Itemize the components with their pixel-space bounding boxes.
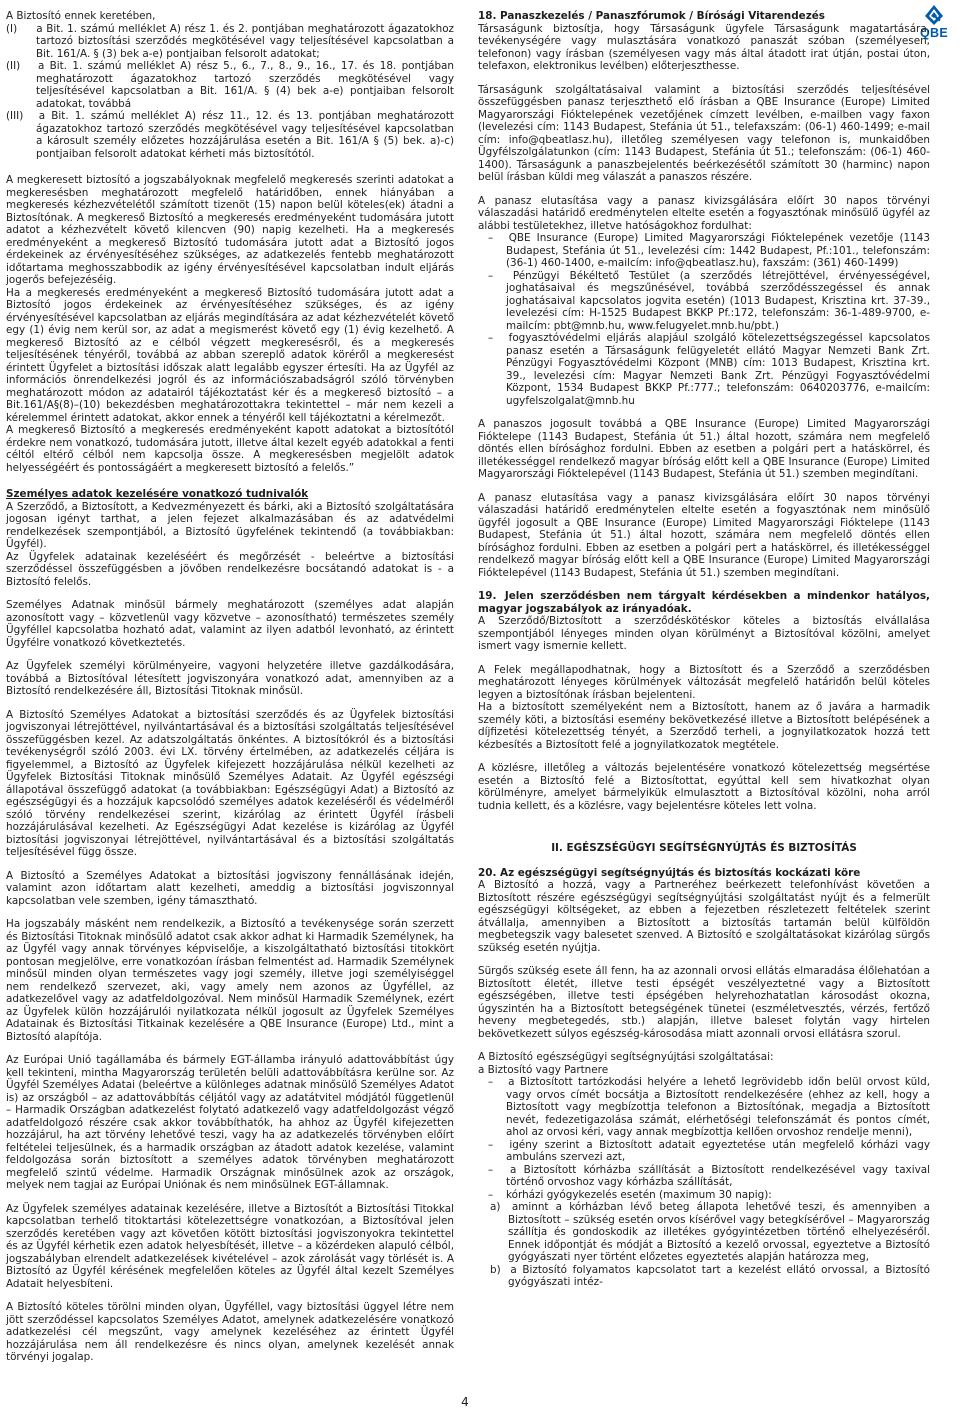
list-item: – a Biztosított tartózkodási helyére a lehető legrövidebb időn belül orvost küld, vagy orvos címét bocsátja a Biztosított rendelkezésére (ehhez az kell, hogy a Biztosított vagy megbízottja telefonon a Biztosítónak, megadja a Biztosított nevét, fedezetigazolása számát, elérhetőségi telefonszámát és pontos címét, ahol az orvosi kéri, vagy annak megbízottja kellően orvoshoz rendelje menni),: [488, 1076, 934, 1138]
paragraph: A Biztosító ennek keretében,: [6, 10, 156, 22]
paragraph: A Biztosító a Személyes Adatokat a biztosítási jogviszony fennállásának idején, valamint azon időtartam alatt kezelheti, ameddig a biztosítási jogviszonnyal kapcsolatban vele szemben, igény támasztható.: [6, 869, 454, 907]
page-number: 4: [461, 1395, 469, 1409]
paragraph: A panasz elutasítása vagy a panasz kivizsgálására előírt 30 napos törvényi válaszadási határidő eredménytelen eltelte esetén a fogyasztónak minősülő ügyfél az alábbi testületekhez, illetve hatóságokhoz fordulhat:: [478, 194, 930, 232]
section-heading: 19. Jelen szerződésben nem tárgyalt kérdésekben a mindenkor hatályos, magyar jogszabályok az irányadóak.: [478, 590, 934, 615]
paragraph: A Biztosító egészségügyi segítségnyújtási szolgáltatásai:: [478, 1051, 774, 1063]
list-item: – fogyasztóvédelmi eljárás alapjául szolgáló kötelezettségszegéssel kapcsolatos panasz esetén a Társaságunk felügyeletét ellátó Magyar Nemzeti Bank Zrt. Pénzügyi Fogyasztóvédelmi Központ (MNB) cím: 1013 Budapest, Krisztina krt. 39., levelezési cím: Magyar Nemzeti Bank Zrt. Pénzügyi Fogyasztóvédelmi Központ, 1534 Budapest BKKP Pf.:777.; telefonszám: 0640203776, e-mailcím: ugyfelszolgalat@mnb.hu: [488, 332, 934, 407]
paragraph: A megkeresett biztosító a jogszabályoknak megfelelő megkeresés szerinti adatokat a megkeresésben meghatározott megfelelő határidőben, ennek hiányában a megkeresés kézhezvételétől számított tizenöt (15) napon belül köteles(ek) átadni a Biztosítónak. A megkereső Biztosító a megkeresés eredményeként tudomására jutott adatot a kézhezvételt követő kilencven (90) napig kezelheti. Ha a megkeresés eredményeként a megkereső Biztosító tudomására jutott adat a Biztosító jogos érdekeinek az érvényesítéséhez szükséges, az adatkezelés fentebb meghatározott időtartama meghosszabbodik az igény érvényesítésével kapcsolatban indult eljárás jogerős befejezéséig.: [6, 174, 454, 286]
section-heading: 18. Panaszkezelés / Panaszfórumok / Bírósági Vitarendezés: [478, 10, 825, 22]
paragraph: Társaságunk szolgáltatásaival valamint a biztosítási szerződés teljesítésével összefüggésben panasz terjeszthető elő írásban a QBE Insurance (Europe) Limited Magyarországi Fióktelepének vezetőjének címzett levélben, e-mailben vagy faxon (levelezési cím: 1143 Budapest, Stefánia út 51., telefaxszám: (06-1) 460-1499; e-mail cím: info@qbeatlasz.hu), illetőleg személyesen vagy telefonon is, munkaidőben Ügyfélszolgálatunkon (cím: 1143 Budapest, Stefánia út 51.; telefonszám: (06-1) 460-1400). Társaságunk a panaszbejelentés beérkezésétől számított 30 (harminc) napon belül írásban küldi meg válaszát a panaszos részére.: [478, 83, 930, 183]
paragraph: Az Ügyfelek személyes adatainak kezelésére, illetve a Biztosítót a Biztosítási Titokkal kapcsolatban terhelő titoktartási kötelezettségre vonatkozóan, a Biztosítóval jelen szerződés keretében vagy azt követően kötött biztosítási jogviszonyokra tekintettel és az Ügyfél kérhetik ezen adatok helyesbítését, illetve – a közérdeken alapuló célból, jogszabályban elrendelt adatkezelések kivételével – azok zárolását vagy törlését is. A Biztosító az Ügyfél kérésének megfelelően köteles az Ügyfél által kezelt Személyes Adatait helyesbíteni.: [6, 1202, 454, 1290]
paragraph: A közlésre, illetőleg a változás bejelentésére vonatkozó kötelezettség megsértése esetén a Biztosító felé a Biztosítottat, egyúttal kell sem hivatkozhat olyan körülményre, amelyet bármelyikük elmulasztott a Biztosítóval közölni, noha arról tudnia kellett, és a közlésre, vagy bejelentésre köteles lett volna.: [478, 762, 930, 812]
paragraph: Az Ügyfelek személyi körülményeire, vagyoni helyzetére illetve gazdálkodására, továbbá a Biztosítóval létesített jogviszonyára vonatkozó adat, amennyiben az a Biztosító rendelkezésére áll, Biztosítási Titoknak minősül.: [6, 660, 454, 697]
paragraph: Személyes Adatnak minősül bármely meghatározott (személyes adat alapján azonosított vagy – közvetlenül vagy közvetve – azonosítható) természetes személy Ügyféllel kapcsolatba hozható adat, valamint az ilyen adatból levonható, az érintett Ügyfélre vonatkozó következtetés.: [6, 599, 454, 649]
paragraph: Az Európai Unió tagállamába és bármely EGT-államba irányuló adattovábbítást úgy kell tekinteni, mintha Magyarország területén belüli adattovábbításra kerülne sor. Az Ügyfél Személyes Adatai (beleértve a különleges adatnak minősülő Személyes Adatot is) az országból – az adattovábbítás céljától vagy az adatátvitel módjától függetlenül – Harmadik Országban adatkezelést folytató adatkezelő vagy adatfeldolgozást végző adatfeldolgozó részére csak akkor továbbíthatók, ha ahhoz az Ügyfél kifejezetten hozzájárul, ha azt törvény lehetővé teszi, vagy ha az adatkezelés törvényben előírt feltételei teljesülnek, és a harmadik országban az átadott adatok kezelése, valamint feldolgozása során biztosított a személyes adatok törvényben meghatározott megfelelő szintű védelme. Harmadik Országnak minősülnek azok az országok, melyek nem tagjai az Európai Uniónak és nem minősülnek EGT-államnak.: [6, 1054, 454, 1191]
paragraph: A Biztosító Személyes Adatokat a biztosítási szerződés és az Ügyfelek biztosítási jogviszonyai létrejöttével, nyilvántartásával és a biztosítási szolgáltatás teljesítésével összefüggésben kezel. Az adatszolgáltatás önkéntes. A biztosítókról és a biztosítási tevékenységről szóló 2003. évi LX. törvény értelmében, az adatkezelés céljára is figyelemmel, a Biztosító az Ügyfelek kifejezett hozzájárulása nélkül kezelheti az Ügyfelek Biztosítási Titoknak minősülő Személyes Adatait. Az Ügyfél egészségi állapotával összefüggő adatokat (a továbbiakban: Egészségügyi Adat) a Biztosító az egészségügyi és a hozzájuk kapcsolódó személyes adatok kezeléséről és védelméről szóló törvény rendelkezései szerint, kizárólag az érintett Ügyfél írásbeli hozzájárulásával kezelheti. Az Egészségügyi Adat kezelése is kizárólag az Ügyfél biztosítási jogviszonyai létrejöttével, nyilvántartásával és a biztosítási szolgáltatás teljesítésével függ össze.: [6, 708, 454, 858]
paragraph: Ha jogszabály másként nem rendelkezik, a Biztosító a tevékenysége során szerzett és Biztosítási Titoknak minősülő adatot csak akkor adhat ki Harmadik Személynek, ha az Ügyfél vagy annak törvényes képviselője, a kiszolgáltatható biztosítási titokkört pontosan megjelölve, erre vonatkozóan írásban felmentést ad. Harmadik Személynek minősül minden olyan természetes vagy jogi személy, illetve jogi személyiséggel nem rendelkező szervezet, aki, vagy amely nem azonos az Ügyféllel, az adatkezelővel vagy az adatfeldolgozóval. Nem minősül Harmadik Személynek, ezért az Ügyfelek külön hozzájárulói nyilatkozata nélkül jogosult az Ügyfelek Személyes Adatainak és Biztosítási Titkainak kezelésére a QBE Insurance (Europe) Ltd., mint a Biztosító alapítója.: [6, 918, 454, 1043]
paragraph: Az Ügyfelek adatainak kezeléséért és megőrzését - beleértve a biztosítási szerződéssel összefüggésben a jövőben rendelkezésre bocsátandó adatokat is - a Biztosító felelős.: [6, 550, 454, 588]
paragraph: A panaszos jogosult továbbá a QBE Insurance (Europe) Limited Magyarországi Fióktelepe (1143 Budapest, Stefánia út 51.) által hozott, számára nem megfelelő döntés ellen bírósághoz fordulni. Ebben az esetben a polgári pert a hatáskörrel, és illetékességgel rendelkező magyar bíróság előtt kell a QBE Insurance (Europe) Limited Magyarországi Fióktelepével (1143 Budapest, Stefánia út 51.) szemben megindítani.: [478, 418, 930, 480]
paragraph: a Biztosító vagy Partnere: [478, 1063, 609, 1076]
paragraph: A panasz elutasítása vagy a panasz kivizsgálására előírt 30 napos törvényi válaszadási határidő eredménytelen eltelte esetén a fogyasztónak nem minősülő ügyfél jogosult a QBE Insurance (Europe) Limited Magyarországi Fióktelepe (1143 Budapest, Stefánia út 51.) által hozott, számára nem megfelelő döntés ellen bírósághoz fordulni. Ebben az esetben a polgári pert a hatáskörrel, és illetékességgel rendelkező magyar bíróság előtt kell a QBE Insurance (Europe) Limited Magyarországi Fióktelepével (1143 Budapest, Stefánia út 51.) szemben megindítani.: [478, 491, 930, 579]
list-item: (II) a Bit. 1. számú melléklet A) rész 5., 6., 7., 8., 9., 16., 17. és 18. pontjában meghatározott ágazatokhoz tartozó szerződés megkötésével vagy teljesítésével kapcsolatban a Bit. 161/A. § (4) bek a-e) pontjaiban felsorolt adatokat, továbbá: [6, 60, 458, 110]
paragraph: A Biztosító a hozzá, vagy a Partneréhez beérkezett telefonhívást követően a Biztosított részére egészségügyi segítségnyújtási szolgáltatást nyújt és a felmerült egészségügyi költségeket, az ebben a fejezetben részletezett feltételek szerint átvállalja, amennyiben a Biztosított a biztosítás tartamán belül külföldön megbetegszik vagy balesetet szenved. A Biztosító e szolgáltatásokat kizárólag sürgős szükség esetén nyújtja.: [478, 879, 930, 954]
left-column: [6, 10, 458, 1364]
list-item: – igény szerint a Biztosított adatait egyeztetése után megfelelő kórházi vagy ambuláns szervezi azt,: [488, 1138, 934, 1163]
list-item: – a Biztosított kórházba szállítását a Biztosított rendelkezésével vagy taxival történő orvoshoz vagy kórházba szállítását,: [488, 1163, 934, 1188]
logo-text: QBE: [920, 26, 948, 40]
section-heading: 20. Az egészségügyi segítségnyújtás és biztosítás kockázati köre: [478, 866, 861, 879]
list-item: a) aminnt a kórházban lévő beteg állapota lehetővé teszi, és amennyiben a Biztosított – szükség esetén orvos kísérővel vagy betegkísérővel – Magyarország szállítja és gondoskodik az illetékes gyógyintézetben történő elhelyezéséről. Ennek időpontját és módját a Biztosító a kezelő orvossal, egyeztetve a Biztosító gyógyászati nyer történt előzetes egyeztetés alapján határozza meg,: [490, 1201, 934, 1263]
chapter-title: II. EGÉSZSÉGÜGYI SEGÍTSÉGNYÚJTÁS ÉS BIZTOSÍTÁS: [551, 842, 857, 854]
paragraph: A Biztosító köteles törölni minden olyan, Ügyféllel, vagy biztosítási üggyel létre nem jött szerződéssel kapcsolatos Személyes Adatot, amelynek adatkezelésére vonatkozó adatkezelési cél megszűnt, vagy amelynek kezeléséhez az érintett Ügyfél hozzájárulása nem áll rendelkezésre és nincs olyan, amelynek kezelését annak törvényi jogalap.: [6, 1301, 454, 1363]
right-column: [478, 10, 934, 1289]
paragraph: Társaságunk biztosítja, hogy Társaságunk ügyfele Társaságunk magatartására, tevékenységére vagy mulasztására vonatkozó panaszát szóban (személyesen, telefonon) vagy írásban (személyesen vagy más által átadott irat útján, postai úton, telefaxon, elektronikus levélben) előterjeszthesse.: [478, 22, 930, 72]
list-item: – Pénzügyi Békéltető Testület (a szerződés létrejöttével, érvényességével, joghatásaival és megszűnésével, továbbá szerződésszegéssel és annak joghatásaival kapcsolatos jogvita esetén) (1013 Budapest, Krisztina krt. 37-39., levelezési cím: H-1525 Budapest BKKP Pf.:172, telefonszám: 36-1-489-9700, e-mailcím: pbt@mnb.hu, www.felugyelet.mnb.hu/pbt.): [488, 269, 934, 332]
list-item: b) a Biztosító folyamatos kapcsolatot tart a kezelést ellátó orvossal, a Biztosító gyógyászati intéz-: [490, 1263, 934, 1288]
paragraph: A Szerződő, a Biztosított, a Kedvezményezett és bárki, aki a Biztosító szolgáltatására jogosan igényt tarthat, a jelen fejezet alkalmazásában és az adatvédelmi rendelkezések szempontjából, a Biztosító ügyfelének tekintendő (a továbbiakban: Ügyfél).: [6, 500, 454, 550]
list-item: – QBE Insurance (Europe) Limited Magyarországi Fióktelepének vezetője (1143 Budapest, Stefánia út 51., levelezési cím: 1442 Budapest, Pf.:101., telefonszám: (36-1) 460-1400, e-mailcím: info@qbeatlasz.hu), faxszám: (361) 460-1499): [488, 232, 934, 269]
section-heading: Személyes adatok kezelésére vonatkozó tudnivalók: [6, 488, 309, 500]
list-item: (III) a Bit. 1. számú melléklet A) rész 11., 12. és 13. pontjában meghatározott ágazatokhoz tartozó szerződés megkötésével vagy teljesítésével kapcsolatban a károsult személy előzetes hozzájárulása esetén a Bit. 161/A § (5) bek. a)-c) pontjaiban felsorolt adatokat kérheti más biztosítótól.: [6, 110, 458, 160]
paragraph: Ha a biztosított személyeként nem a Biztosított, hanem az ő javára a harmadik személy köti, a biztosítási esemény bekövetkezésé illetve a Biztosított belépésének a díjfizetési kötelezettség tényét, a Szerződő terheli, a jognyilatkozatok hozzá tett kézbesítés a Biztosított felé a jognyilatkozatok megtétele.: [478, 701, 930, 751]
paragraph: A megkereső Biztosító a megkeresés eredményeként kapott adatokat a biztosítótól érdekre nem vonatkozó, tudomására jutott, illetve által kezelt egyéb adatokkal a fenti céltól eltérő célból nem kapcsolja össze. A megkeresésben megjelölt adatok helyességéért és pontosságáért a megkeresett biztosító a felelős.”: [6, 424, 454, 474]
list-item: – kórházi gyógykezelés esetén (maximum 30 napig):: [488, 1188, 772, 1201]
paragraph: A Felek megállapodhatnak, hogy a Biztosított és a Szerződő a szerződésben meghatározott lényeges körülmények változását megfelelő határidőn belül köteles legyen a biztosítónak írásban bejelenteni.: [478, 663, 930, 701]
paragraph: A Szerződő/Biztosított a szerződéskötéskor köteles a biztosítás elvállalása szempontjából lényeges minden olyan körülményt a Biztosítóval közölni, amelyet ismert vagy ismernie kellett.: [478, 615, 930, 652]
paragraph: Ha a megkeresés eredményeként a megkereső Biztosító tudomására jutott adat a Biztosító jogos érdekeinek az érvényesítéséhez szükséges, és az igény érvényesítésével kapcsolatban az eljárás megindítására az adat kézhezvételét követő egy (1) évig nem kerül sor, az adat a megismerést követő egy (1) évig kezelhető. A megkereső Biztosító az e célból végzett megkeresésről, és a megkeresés teljesítésének tényéről, továbbá az abban szereplő adatok köréről a megkeresést érintett Ügyfelet a biztosítási időszak alatt legalább egyszer értesíti. Ha az Ügyfél az információs önrendelkezési jogról és az információszabadságról szóló törvényben meghatározott módon az adatairól tájékoztatást kér és a megkereső biztosító – a Bit.161/A§(8)–(10) bekezdésben meghatározottakra tekintettel – már nem kezeli a kérelemmel érintett adatokat, akkor ennek a tényéről kell tájékoztatni a kérelmezőt.: [6, 286, 454, 424]
paragraph: Sürgős szükség esete áll fenn, ha az azonnali orvosi ellátás elmaradása élőlehatóan a Biztosított életét, illetve testi épségét veszélyeztetné vagy a Biztosított egészségében, illetve testi épségében helyrehozhatatlan károsodást okozna, úgyszintén ha a Biztosított betegségének tünetei (eszméletvesztés, vérzés, fertőző heveny megbetegedés, stb.) alapján, illetve baleset folytán vagy hirtelen bekövetkezett súlyos egészség-károsodása miatt azonnali orvosi ellátásra szorul.: [478, 965, 930, 1040]
list-item: (I) a Bit. 1. számú melléklet A) rész 1. és 2. pontjában meghatározott ágazatokhoz tartozó biztosítási szerződés megkötésével vagy teljesítésével kapcsolatban a Bit. 161/A. § (3) bek a-e) pontjaiban felsorolt adatokat;: [6, 22, 458, 60]
